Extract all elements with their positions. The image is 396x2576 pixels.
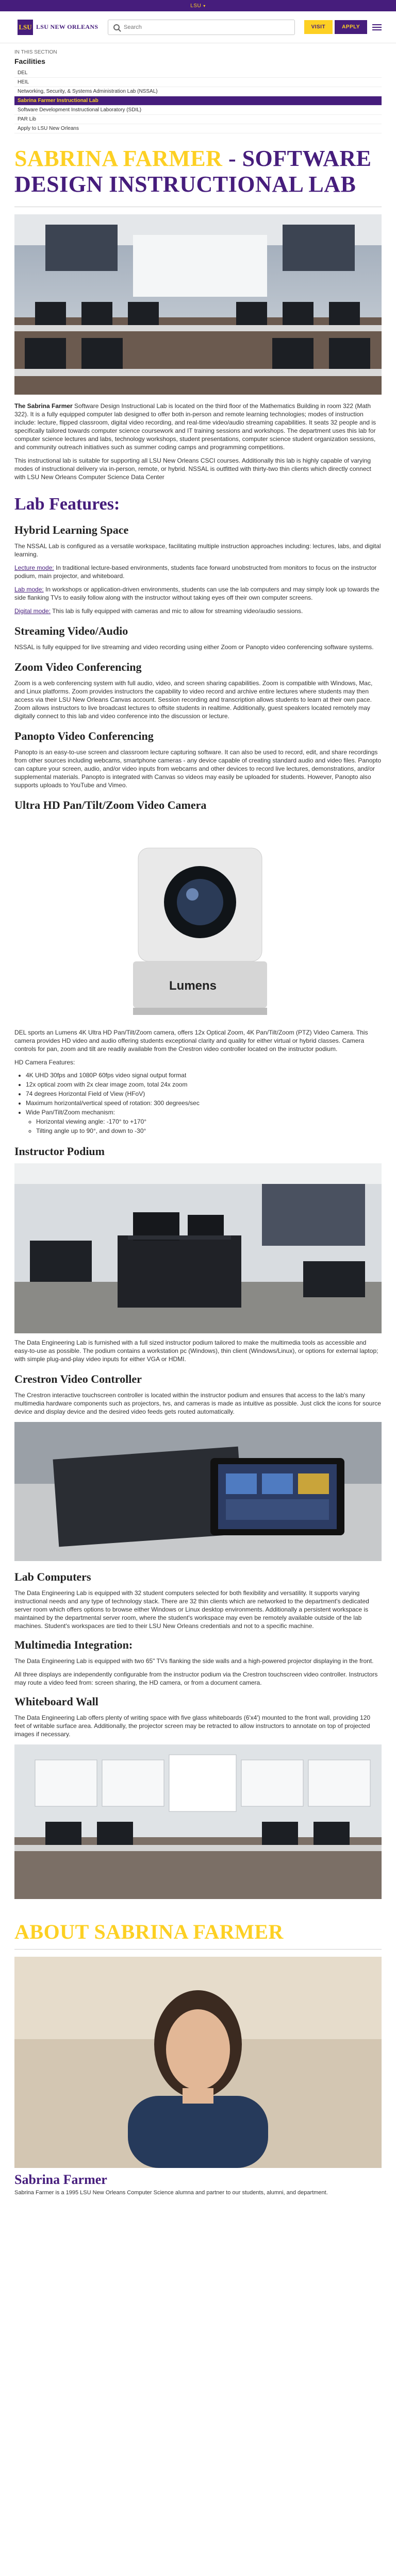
multimedia-paragraph-1: The Data Engineering Lab is equipped with two 65" TVs flanking the side walls and a high-powered projector displaying in the front. [14,1657,374,1665]
intro-paragraph [14,402,382,451]
crestron-controller-photo [14,1422,382,1561]
search-input[interactable] [124,24,289,30]
camera-brand-label: Lumens [169,979,217,993]
intro-paragraph-2: This instructional lab is suitable for supporting all LSU New Orleans CSCI courses. Additionally this lab is highly capable of varying modes of instructional delivery via in-person, remote, or hybrid. NSSAL is outfitted with thirty-two thin clients which directly connect with LSU New Orleans Computer Science Data Center [14,457,371,481]
zoom-heading: Zoom Video Conferencing [14,660,142,673]
page-title-part1: SABRINA FARMER [14,146,223,171]
about-name: Sabrina Farmer [14,2172,107,2187]
crestron-paragraph: The Crestron interactive touchscreen controller is located within the instructor podium and ensures that access to the lab's many multimedia hardware components such as projectors, tvs, and cameras is made as intuitive as possible. Just click the icons for source device and display device and the desired video feeds gets routed automatically. [14,1392,381,1415]
intro-text: Software Design Instructional Lab is located on the third floor of the Mathematics Building in room 322 (Math 322). It is a fully equipped computer lab designed to offer both in-person and remote learning technologies; modes of instruction include: lecture, flipped classroom, digital video recording, and real-time video/audio streaming capabilities. It seats 32 people and is specifically tailored towards computer science coursework and IT training sessions and workshops. The department uses this lab for computer science lectures and labs, technology workshops, student presentations, computer science student organization sessions, and community outreach initiatives such as summer coding camps and programming competitions. [14,402,376,451]
lecture-mode-link[interactable]: Lecture mode: [14,564,54,571]
lsu-switcher-label: LSU [190,3,202,9]
section-nav-item[interactable]: Networking, Security, & Systems Administration Lab (NSSAL) [14,87,382,96]
section-nav-list [14,69,382,133]
ptz-camera-photo [14,817,382,1023]
logo-text: LSU NEW ORLEANS [36,23,98,30]
section-nav-item[interactable]: PAR Lib [14,115,382,124]
computers-paragraph: The Data Engineering Lab is equipped with 32 student computers selected for both flexibility and versatility. It supports varying instructional needs and any type of technology stack. There are 32 thin clients which are networked to the department's dedicated server room which offers options to browse either Windows or Linux desktop environments. Additionally a persistent workspace is maintained by the departmental server room, where the student's workspace may even be remotely available outside of the lab machines. Student's workspaces are tied to their LSU New Orleans credentials and not to a specific machine. [14,1589,369,1630]
camera-subfeature-item: ◦ Horizontal viewing angle: -170° to +170° [36,1117,382,1126]
hamburger-menu-icon[interactable] [372,24,382,30]
camera-feature-item: • Maximum horizontal/vertical speed of rotation: 300 degrees/sec [26,1098,382,1108]
lecture-mode-text: In traditional lecture-based environments, students face forward unobstructed from monitors to focus on the instructor podium, main projector, and whiteboard. [14,564,377,580]
camera-paragraph: DEL sports an Lumens 4K Ultra HD Pan/Tilt/Zoom camera, offers 12x Optical Zoom, 4K Pan/Tilt/Zoom (PTZ) Video Camera. This camera provides HD video and audio offering students exceptional clarity and quality for either virtual or hybrid classes. Camera controls for pan, zoom and tilt are readily available from the Crestron video controller located on the instructor podium. [14,1029,368,1053]
section-nav-item[interactable]: Apply to LSU New Orleans [14,124,382,133]
chevron-down-icon: ▾ [203,3,206,8]
section-nav-item[interactable]: HEIL [14,78,382,87]
section-nav [0,43,396,139]
logo-mark: LSU [18,20,33,35]
section-nav-item[interactable]: Sabrina Farmer Instructional Lab [14,96,382,106]
camera-feature-item: • 74 degrees Horizontal Field of View (HFoV) [26,1089,382,1098]
visit-button[interactable]: VISIT [304,20,333,34]
page-title [14,146,382,197]
whiteboard-paragraph: The Data Engineering Lab offers plenty of writing space with five glass whiteboards (6'x4') mounted to the front wall, providing 120 feet of writable surface area. Additionally, the projector screen may be retracted to allow instructors to annotate on top of projected images if necessary. [14,1714,371,1738]
camera-features-label: HD Camera Features: [14,1059,75,1066]
about-heading: ABOUT SABRINA FARMER [14,1920,284,1943]
lab-mode-text: In workshops or application-driven environments, students can use the lab computers and may simply look up towards the side flanking TVs to easily follow along with the instructor without taking eyes off their own computer screens. [14,586,380,601]
hybrid-heading: Hybrid Learning Space [14,523,129,536]
computers-heading: Lab Computers [14,1570,91,1583]
site-logo[interactable] [18,20,108,35]
page-title-part2: - SOFTWARE DESIGN INSTRUCTIONAL LAB [14,146,372,197]
lsu-switcher[interactable] [190,3,205,9]
top-bar [0,0,396,11]
lab-mode-paragraph [14,585,382,602]
lab-overview-photo [14,214,382,395]
apply-button[interactable]: APPLY [335,20,367,34]
camera-heading: Ultra HD Pan/Tilt/Zoom Video Camera [14,799,207,811]
whiteboard-heading: Whiteboard Wall [14,1695,98,1708]
panopto-paragraph: Panopto is an easy-to-use screen and classroom lecture capturing software. It can also be used to record, edit, and share recordings from other sources including webcams, smartphone cameras - any device capable of creating standard audio and video files. Panopto can capture your screen, audio, and/or video inputs from webcams and other devices to record live lectures, demonstrations, and/or supplemental materials. Panopto is integrated with Canvas so videos may easily be uploaded for students. However, Panopto also supports uploads to YouTube and Vimeo. [14,749,382,789]
lab-mode-link[interactable]: Lab mode: [14,586,44,593]
multimedia-paragraph-2: All three displays are independently configurable from the instructor podium via the Crestron touchscreen video controller. Instructors may route a video feed from: screen sharing, the HD camera, or from a document camera. [14,1671,378,1686]
zoom-paragraph: Zoom is a web conferencing system with full audio, video, and screen sharing capabilities. Zoom is compatible with Windows, Mac, and Linux platforms. Zoom provides instructors the capability to video record and archive entire lectures where students may then access via their LSU New Orleans Canvas account. Session recording and transcription allows students to learn at their own pace. Zoom allows instructors to live broadcast lectures to offsite students in realtime. Additionally, guest speakers located remotely may digitally connect to this lab and video conference into the discussion or lecture. [14,680,373,720]
lab-features-heading: Lab Features: [14,495,120,514]
camera-feature-item: • 4K UHD 30fps and 1080P 60fps video signal output format [26,1071,382,1080]
camera-features-list [26,1071,382,1136]
camera-subfeatures-list [36,1117,382,1136]
search-icon[interactable] [113,24,120,30]
search-box [108,20,295,35]
digital-mode-paragraph [14,607,382,615]
camera-feature-item: • 12x optical zoom with 2x clear image zoom, total 24x zoom [26,1080,382,1089]
section-nav-title[interactable]: Facilities [14,57,45,65]
intro-bold: The Sabrina Farmer [14,402,73,410]
podium-paragraph: The Data Engineering Lab is furnished with a full sized instructor podium tailored to make the multimedia tools as accessible and easy-to-use as possible. The podium contains a workstation pc (Windows), thin client (Windows/Linux), or options for external laptop; with simple plug-and-play video inputs for either VGA or HDMI. [14,1339,378,1363]
about-paragraph: Sabrina Farmer is a 1995 LSU New Orleans Computer Science alumna and partner to our students, alumni, and department. [14,2190,328,2196]
sabrina-farmer-photo [14,1957,382,2168]
whiteboard-wall-photo [14,1744,382,1899]
crestron-heading: Crestron Video Controller [14,1372,142,1385]
digital-mode-link[interactable]: Digital mode: [14,607,51,615]
site-header [0,11,396,43]
section-nav-item[interactable]: DEL [14,69,382,78]
camera-feature-item: • Wide Pan/Tilt/Zoom mechanism: [26,1108,382,1117]
instructor-podium-photo [14,1163,382,1333]
camera-subfeature-item: ◦ Tilting angle up to 90°, and down to -30° [36,1126,382,1136]
section-nav-item[interactable]: Software Development Instructional Laboratory (SDIL) [14,106,382,115]
podium-heading: Instructor Podium [14,1145,105,1158]
multimedia-heading: Multimedia Integration: [14,1638,133,1651]
main-content [0,146,396,2196]
hybrid-paragraph: The NSSAL Lab is configured as a versatile workspace, facilitating multiple instruction approaches including: lectures, labs, and digital learning. [14,543,381,558]
streaming-heading: Streaming Video/Audio [14,624,128,637]
panopto-heading: Panopto Video Conferencing [14,730,154,742]
about-divider [14,1949,382,1950]
streaming-paragraph: NSSAL is fully equipped for live streaming and video recording using either Zoom or Panopto video conferencing software systems. [14,643,374,651]
section-nav-label: IN THIS SECTION [14,49,57,55]
digital-mode-text: This lab is fully equipped with cameras and mic to allow for streaming video/audio sessions. [51,607,303,615]
lecture-mode-paragraph [14,564,382,580]
